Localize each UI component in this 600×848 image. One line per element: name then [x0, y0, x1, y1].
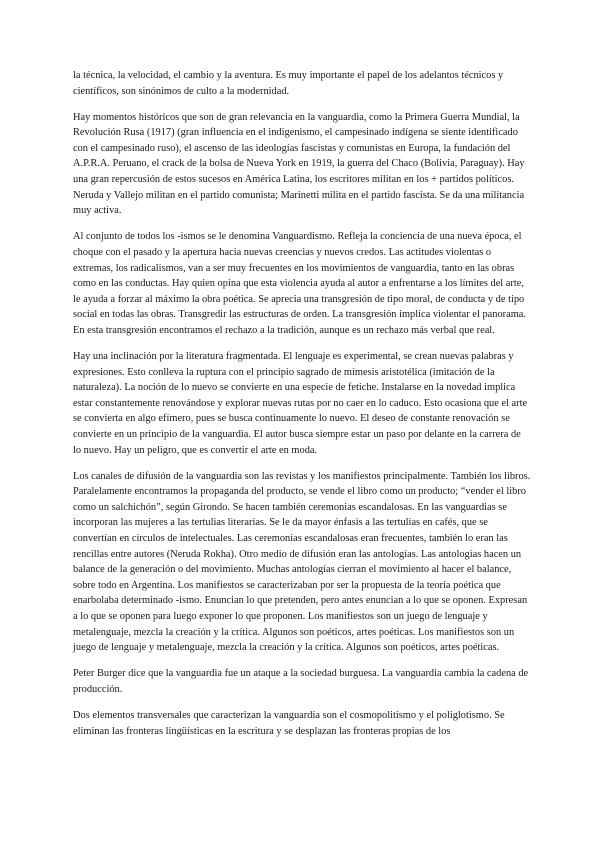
paragraph-fragmented-literature: Hay una inclinación por la literatura fragmentada. El lenguaje es experimental, se crean nuevas palabras y expresiones. Esto conlleva la ruptura con el principio sagrado de mímesis aristotélica (imitación de la naturaleza). La noción de lo nuevo se convierte en una especie de fetiche. Instalarse en la novedad implica estar constantemente renovándose y explorar nuevas rutas por no caer en lo caduco. Esto ocasiona que el arte se convierta en algo efímero, pues se busca continuamente lo nuevo. El deseo de constante renovación se convierte en un principio de la vanguardia. El autor busca siempre estar un paso por delante en la carrera de lo nuevo. Hay un peligro, que es convertir el arte en moda.	[73, 351, 528, 456]
paragraph-technique: la técnica, la velocidad, el cambio y la aventura. Es muy importante el papel de los adelantos técnicos y científicos, son sinónimos de culto a la modernidad.	[73, 70, 504, 97]
paragraph-historical-moments: Hay momentos históricos que son de gran relevancia en la vanguardia, como la Primera Guerra Mundial, la Revolución Rusa (1917) (gran influencia en el indigenismo, el campesinado indígena se siente identificado con el campesinado ruso), el ascenso de las ideologías fascistas y comunistas en Europa, la fundación del A.P.R.A. Peruano, el crack de la bolsa de Nueva York en 1919, la guerra del Chaco (Bolivia, Paraguay). Hay una gran repercusión de estos sucesos en América Latina, los escritores militan en los + partidos políticos. Neruda y Vallejo militan en el partido comunista; Marinetti milita en el partido fascista. Se da una militancia muy activa.	[73, 111, 525, 217]
paragraph-peter-burger: Peter Burger dice que la vanguardia fue un ataque a la sociedad burguesa. La vanguardia cambia la cadena de producción.	[73, 668, 529, 695]
document-body	[73, 68, 531, 750]
paragraph-vanguardism: Al conjunto de todos los -ismos se le denomina Vanguardismo. Refleja la conciencia de una nueva época, el choque con el pasado y la apertura hacia nuevas creencias y nuevos credos. Las actitudes violentas o extremas, los radicalismos, van a ser muy frecuentes en los movimientos de vanguardia, tanto en las obras como en las conductas. Hay quien opina que esta violencia ayuda al autor a enfrentarse a los límites del arte, le ayuda a forzar al máximo la obra poética. Se aprecia una transgresión de tipo moral, de conducta y de tipo social en todas las obras. Transgredir las estructuras de orden. La transgresión implica violentar el panorama. En esta transgresión encontramos el rechazo a la tradición, aunque es un rechazo más verbal que real.	[73, 231, 527, 336]
paragraph-cosmopolitanism: Dos elementos transversales que caracterizan la vanguardia son el cosmopolitismo y el poliglotismo. Se eliminan las fronteras lingüísticas en la escritura y se desplazan las fronteras propias de los	[73, 709, 505, 737]
paragraph-diffusion-channels: Los canales de difusión de la vanguardia son las revistas y los manifiestos principalmente. También los libros. Paralelamente encontramos la propaganda del producto, se vende el libro como un producto; “vender el libro como un salchichón”, según Girondo. Se hacen también ceremonias escandalosas. En las vanguardias se incorporan las mujeres a las tertulias literarias. Se le da mayor énfasis a las tertulias en cafés, que se convertían en círculos de intelectuales. Las ceremonias escandalosas eran frecuentes, también lo eran las rencillas entre autores (Neruda Rokha). Otro medio de difusión eran las antologías. Las antologías hacen un balance de la generación o del movimiento. Muchas antologías cierran el movimiento al hacer el balance, sobre todo en Argentina. Los manifiestos se caracterizaban por ser la propuesta de la teoría poética que enarbolaba determinado -ismo. Enuncian lo que pretenden, pero antes enuncian a lo que se oponen. Expresan a lo que se oponen para luego exponer lo que proponen. Los manifiestos son un juego de lenguaje y metalenguaje, mezcla la creación y la crítica. Algunos son poéticos, artes poéticas. Los manifiestos son un juego de lenguaje y metalenguaje, mezcla la creación y la crítica. Algunos son poéticos, artes poéticas.	[73, 470, 531, 654]
